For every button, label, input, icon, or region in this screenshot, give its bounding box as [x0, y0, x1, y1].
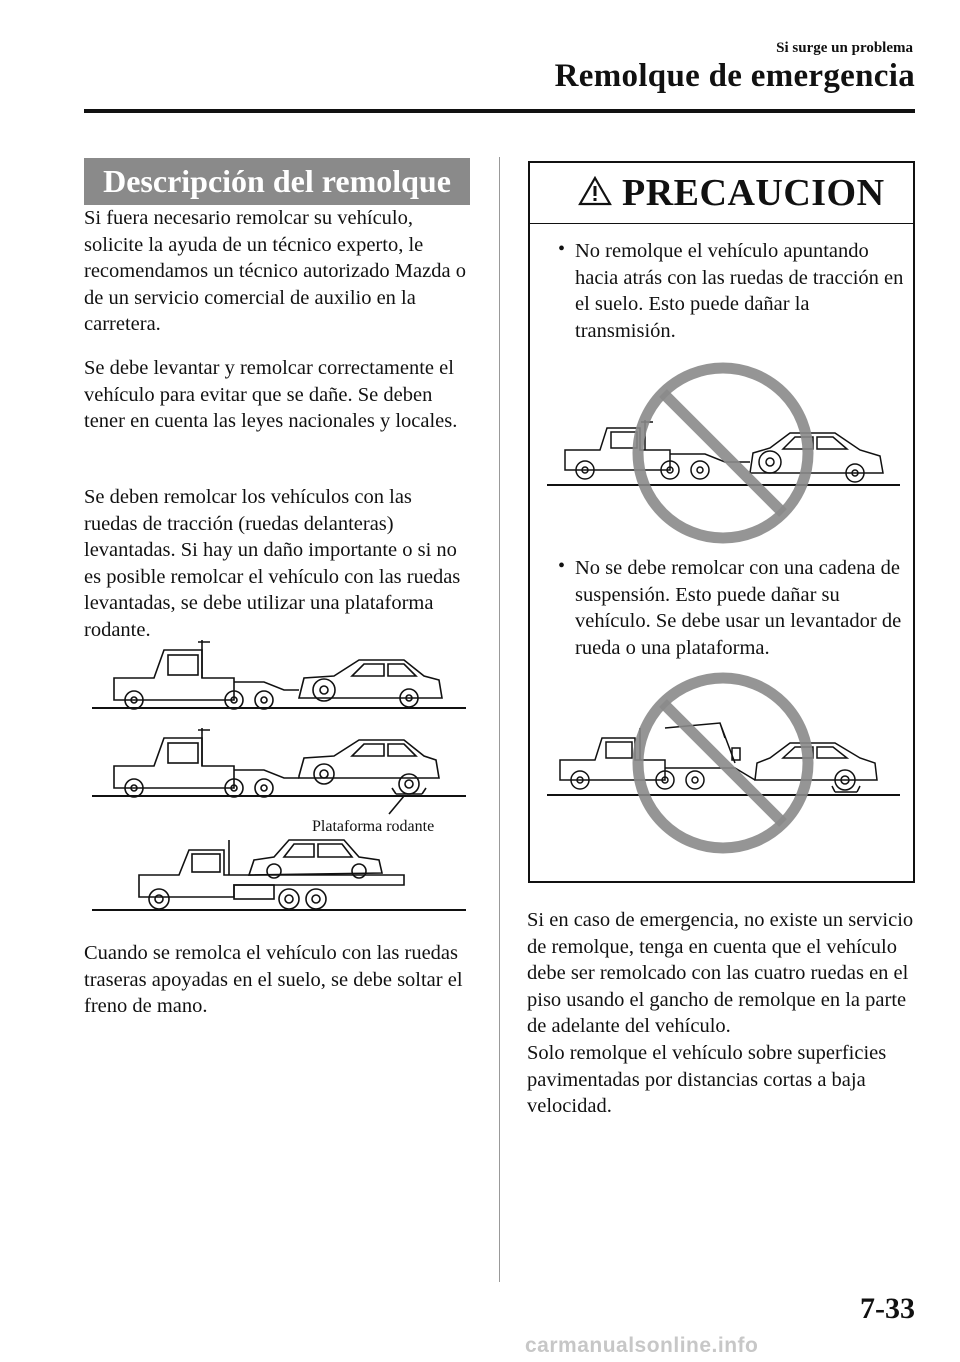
caution-bullet-reverse-tow: No remolque el vehículo apuntando hacia atrás con las ruedas de tracción en el suelo. Esto puede dañar la transmisión.	[575, 240, 904, 342]
caution-bullet-sling: No se debe remolcar con una cadena de suspensión. Esto puede dañar su vehículo. Se debe usar un levantador de rueda o una plataforma.	[575, 557, 902, 659]
no-reverse-tow-illustration	[545, 358, 902, 548]
caution-box	[528, 161, 915, 883]
chapter-title: Si surge un problema	[776, 40, 913, 56]
towing-methods-illustration	[84, 640, 470, 920]
paragraph-intro: Si fuera necesario remolcar su vehículo, solicite la ayuda de un técnico experto, le recomendamos un técnico autorizado Mazda o de un servicio comercial de auxilio en la carretera.	[84, 207, 466, 336]
paragraph-emergency-tow: Si en caso de emergencia, no existe un servicio de remolque, tenga en cuenta que el vehículo debe ser remolcado con las cuatro ruedas en el piso usando el gancho de remolque en la parte de adelante del vehículo. Solo remolque el vehículo sobre superficies pavimentadas por distancias cortas a baja velocidad.	[527, 909, 914, 1118]
paragraph-parking-brake: Cuando se remolca el vehículo con las ruedas traseras apoyadas en el suelo, se debe soltar el freno de mano.	[84, 942, 463, 1018]
paragraph-laws: Se debe levantar y remolcar correctamente el vehículo para evitar que se dañe. Se deben tener en cuenta las leyes nacionales y locales.	[84, 357, 458, 433]
flatbed-truck	[92, 840, 466, 910]
tow-truck-with-dolly	[92, 728, 466, 814]
section-title: Remolque de emergencia	[554, 58, 915, 94]
column-divider	[499, 157, 500, 1282]
bullet-marker: •	[558, 238, 566, 260]
no-symbol-icon	[638, 368, 808, 538]
paragraph-drive-wheels: Se deben remolcar los vehículos con las ruedas de tracción (ruedas delanteras) levantadas. Si hay un daño importante o si no es posible remolcar el vehículo con las ruedas levantadas, se debe utilizar una plataforma rodante.	[84, 486, 461, 641]
warning-triangle-icon	[578, 176, 612, 206]
caution-header	[530, 163, 913, 224]
section-heading: Descripción del remolque	[84, 158, 470, 205]
no-symbol-icon	[638, 678, 808, 848]
caution-title: PRECAUCION	[622, 172, 885, 214]
tow-truck-wheel-lift	[92, 640, 466, 709]
watermark: carmanualsonline.info	[525, 1334, 759, 1357]
bullet-marker: •	[558, 555, 566, 577]
page-number: 7-33	[860, 1292, 915, 1325]
no-sling-tow-illustration	[545, 668, 902, 858]
header-rule	[84, 109, 915, 113]
dolly-label: Plataforma rodante	[312, 818, 435, 835]
